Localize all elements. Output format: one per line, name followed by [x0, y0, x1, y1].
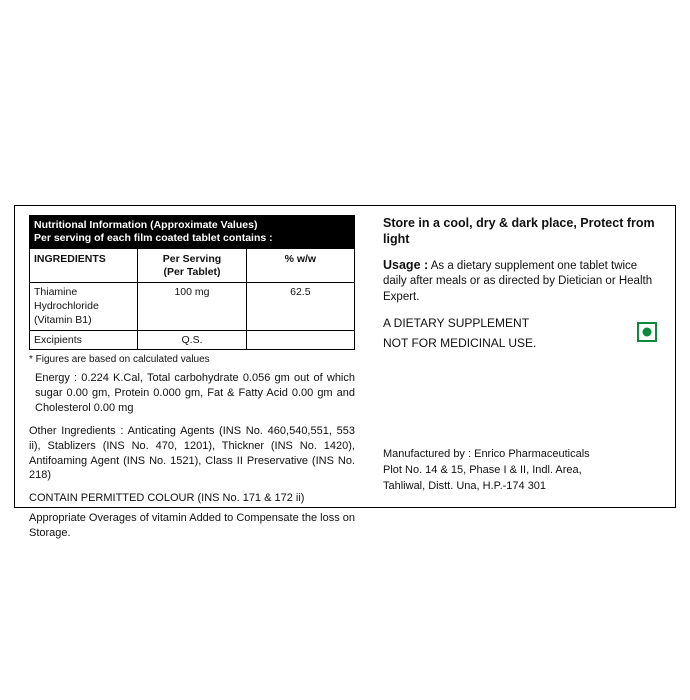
overages-text: Appropriate Overages of vitamin Added to Compensate the loss on Storage. [29, 512, 355, 539]
label-right-column [365, 206, 675, 507]
permitted-colour-text: CONTAIN PERMITTED COLOUR (INS No. 171 & 172 ii) [29, 492, 305, 505]
usage-text: As a dietary supplement one tablet twice daily after meals or as directed by Dietician or Health Expert. [383, 259, 653, 303]
manufacturer-block [383, 447, 590, 495]
nutritional-information-table [29, 215, 355, 350]
column-header-percent-ww: % w/w [246, 249, 354, 283]
table-row [30, 331, 355, 350]
usage-instructions [383, 257, 661, 306]
other-ingredients-text: Other Ingredients : Anticating Agents (INS No. 460,540,551, 553 ii), Stablizers (INS No. 470, 1201), Thickner (INS No. 1420), Antifoaming Agent (INS No. 1521), Class II Preservative (INS No. 218) [29, 424, 355, 482]
nutrition-header-line2: Per serving of each film coated tablet contains : [34, 232, 273, 245]
column-header-ingredients: INGREDIENTS [30, 249, 138, 283]
manufactured-by-text: Manufactured by : Enrico Pharmaceuticals [383, 448, 590, 461]
cell-ww-2 [246, 331, 354, 350]
nutrition-header-cell [30, 216, 355, 249]
column-header-per-serving [138, 249, 246, 283]
table-header-row [30, 216, 355, 249]
ingredient-1-line2: (Vitamin B1) [34, 313, 92, 326]
nutrition-header-line1: Nutritional Information (Approximate Values) [34, 219, 258, 231]
table-column-header-row [30, 249, 355, 283]
cell-serving-2: Q.S. [138, 331, 246, 350]
table-footnote: * Figures are based on calculated values [29, 354, 210, 366]
label-left-column [15, 206, 365, 539]
usage-label: Usage : [383, 257, 429, 272]
cell-serving-1: 100 mg [138, 283, 246, 331]
cell-ingredient-1 [30, 283, 138, 331]
column-header-per-serving-line2: (Per Tablet) [163, 265, 221, 278]
storage-instructions: Store in a cool, dry & dark place, Protect from light [383, 216, 655, 247]
vegetarian-mark-icon [637, 322, 657, 342]
product-label [14, 205, 676, 539]
not-for-medicinal-use-text: NOT FOR MEDICINAL USE. [383, 336, 537, 351]
vegetarian-mark-dot [643, 328, 652, 337]
cell-ww-1: 62.5 [246, 283, 354, 331]
cell-ingredient-2: Excipients [30, 331, 138, 350]
column-header-per-serving-line1: Per Serving [162, 253, 222, 266]
table-row [30, 283, 355, 331]
dietary-supplement-text: A DIETARY SUPPLEMENT [383, 316, 530, 331]
energy-text: Energy : 0.224 K.Cal, Total carbohydrate 0.056 gm out of which sugar 0.00 gm, Protein 0.000 gm, Fat & Fatty Acid 0.00 gm and Cholesterol 0.00 mg [35, 372, 355, 415]
manufacturer-address-line2: Tahliwal, Distt. Una, H.P.-174 301 [383, 480, 547, 493]
manufacturer-address-line1: Plot No. 14 & 15, Phase I & II, Indl. Area, [383, 464, 582, 477]
ingredient-1-line1: Thiamine Hydrochloride [34, 286, 99, 313]
